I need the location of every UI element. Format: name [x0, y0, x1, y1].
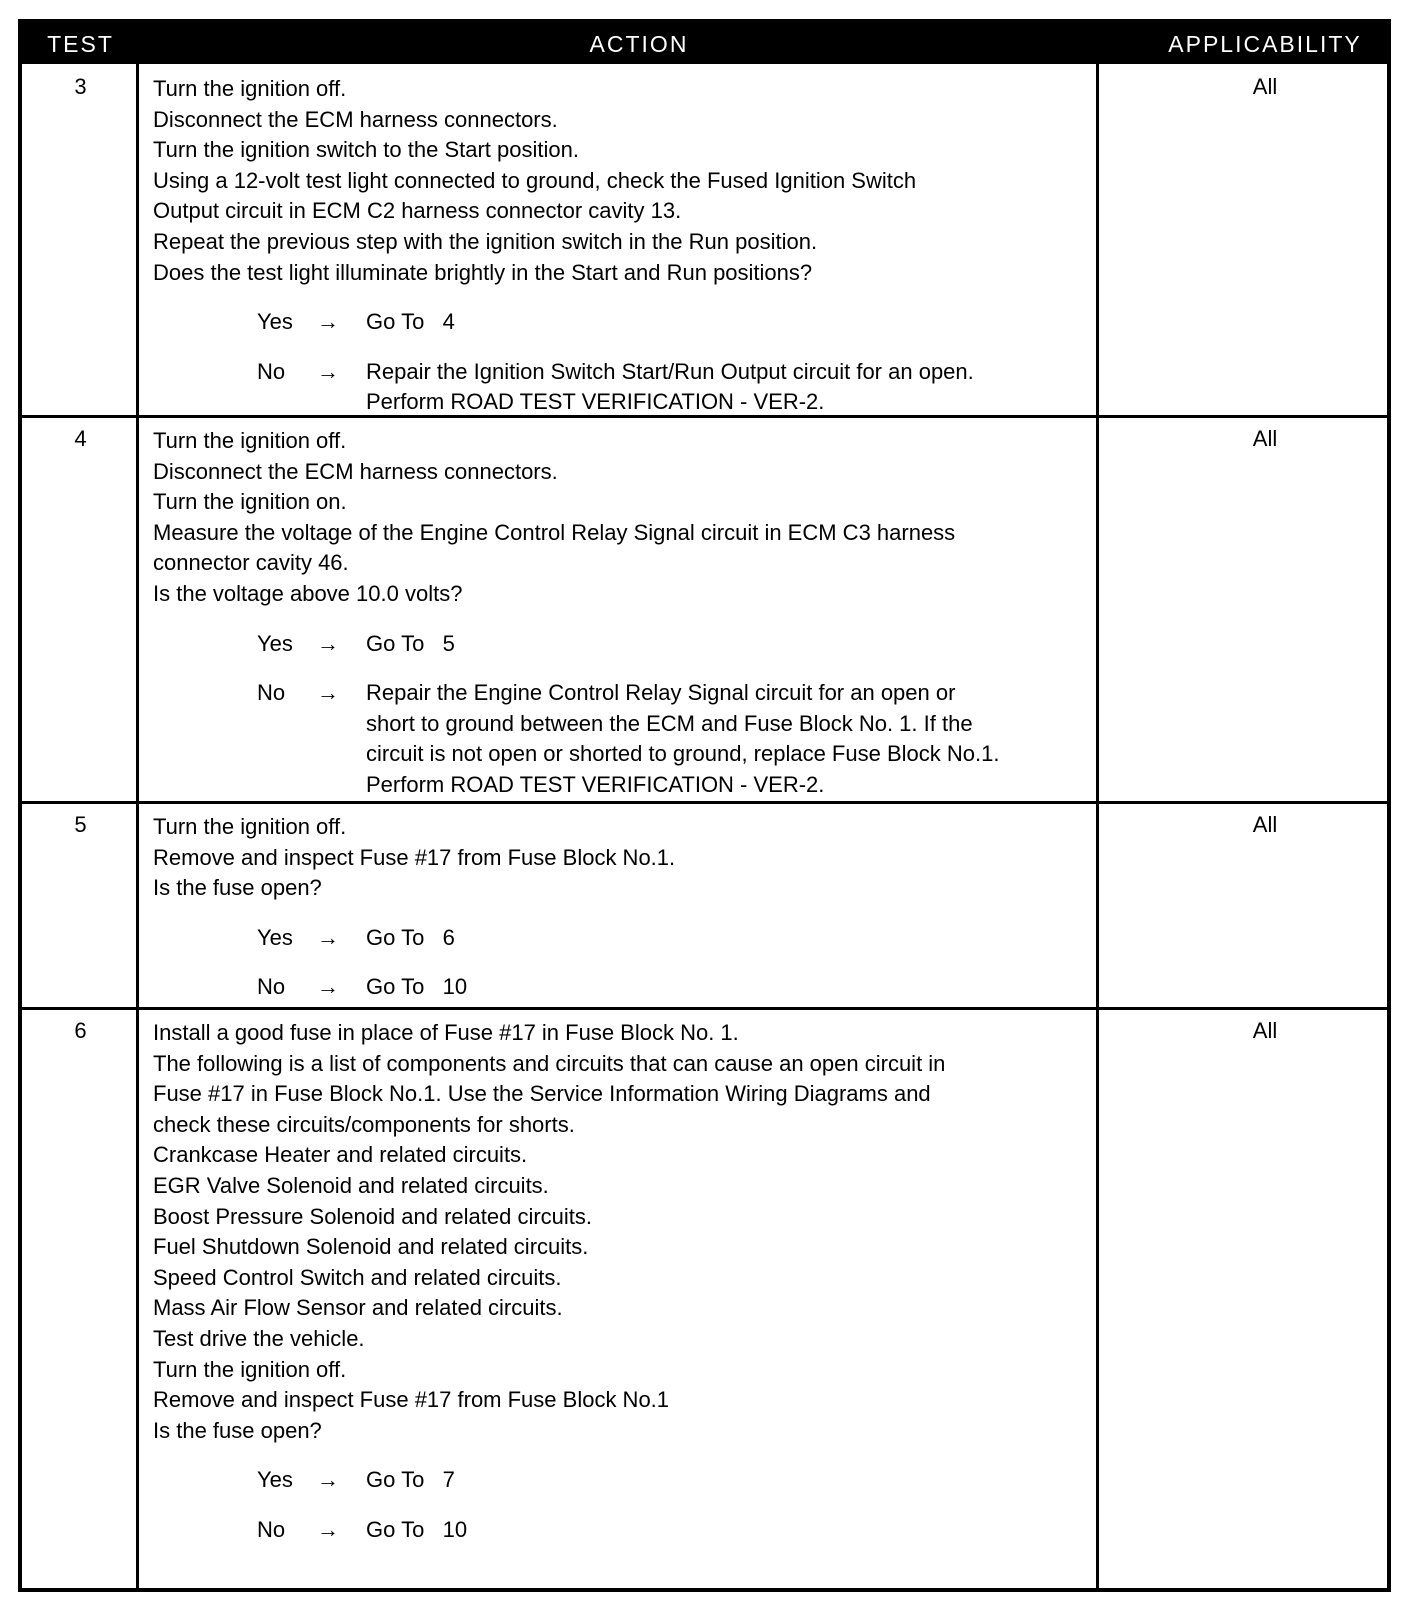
- action-step: Using a 12-volt test light connected to ground, check the Fused Ignition Switch: [153, 167, 917, 193]
- test-number: 5: [74, 812, 87, 837]
- action-step: Speed Control Switch and related circuits.: [153, 1264, 562, 1290]
- result-line: Repair the Ignition Switch Start/Run Output circuit for an open.: [366, 358, 974, 384]
- result-line: Go To 4: [366, 309, 455, 335]
- no-label: No: [257, 1516, 286, 1542]
- action-step: Test drive the vehicle.: [153, 1325, 365, 1351]
- yes-result: [366, 1465, 1091, 1496]
- action-step: Repeat the previous step with the ignition switch in the Run position.: [153, 228, 818, 254]
- yes-result: [366, 923, 1091, 954]
- table-row: [22, 416, 1387, 802]
- table-row: [22, 64, 1387, 416]
- yes-answer: [153, 923, 1091, 954]
- action-step: Is the fuse open?: [153, 875, 322, 901]
- applicability-value: All: [1252, 812, 1278, 837]
- no-answer: [153, 678, 1091, 800]
- action-step: Is the voltage above 10.0 volts?: [153, 580, 463, 606]
- result-line: Go To 5: [366, 630, 455, 656]
- yes-label: Yes: [257, 309, 293, 335]
- action-step: Crankcase Heater and related circuits.: [153, 1142, 528, 1168]
- no-label: No: [257, 358, 286, 384]
- no-label: No: [257, 974, 286, 1000]
- action-step: Mass Air Flow Sensor and related circuits.: [153, 1295, 563, 1321]
- action-step: Turn the ignition off.: [153, 428, 347, 453]
- table-row: [22, 802, 1387, 1008]
- table-row: [22, 1008, 1387, 1592]
- test-number: 3: [74, 74, 87, 99]
- action-cell: [153, 74, 1091, 418]
- right-arrow-icon: →: [317, 309, 339, 335]
- result-line: short to ground between the ECM and Fuse Block No. 1. If the: [366, 710, 973, 736]
- no-result: [366, 678, 1091, 800]
- right-arrow-icon: →: [317, 358, 339, 384]
- yes-answer: [153, 307, 1091, 338]
- result-line: Go To 10: [366, 1516, 468, 1542]
- no-answer: [153, 357, 1091, 418]
- action-cell: [153, 1018, 1091, 1546]
- no-answer: [153, 972, 1091, 1003]
- action-step: Turn the ignition off.: [153, 814, 347, 839]
- action-step: Turn the ignition on.: [153, 489, 347, 515]
- yes-label: Yes: [257, 1467, 293, 1493]
- result-line: Go To 7: [366, 1467, 455, 1493]
- action-step: Remove and inspect Fuse #17 from Fuse Block No.1: [153, 1387, 670, 1413]
- result-line: Perform ROAD TEST VERIFICATION - VER-2.: [366, 389, 825, 415]
- action-cell: [153, 426, 1091, 801]
- yes-label: Yes: [257, 630, 293, 656]
- no-result: [366, 1515, 1091, 1546]
- yes-answer: [153, 1465, 1091, 1496]
- right-arrow-icon: →: [317, 630, 339, 656]
- action-step: Output circuit in ECM C2 harness connector cavity 13.: [153, 198, 682, 224]
- action-step: Boost Pressure Solenoid and related circuits.: [153, 1203, 593, 1229]
- no-result: [366, 357, 1091, 418]
- header-applicability: APPLICABILITY: [1168, 31, 1362, 57]
- header-action: ACTION: [589, 31, 689, 57]
- right-arrow-icon: →: [317, 924, 339, 950]
- no-result: [366, 972, 1091, 1003]
- no-answer: [153, 1515, 1091, 1546]
- yes-result: [366, 307, 1091, 338]
- right-arrow-icon: →: [317, 680, 339, 706]
- action-step: check these circuits/components for shorts.: [153, 1111, 575, 1137]
- result-line: Go To 10: [366, 974, 468, 1000]
- action-step: Turn the ignition off.: [153, 1356, 347, 1382]
- action-step: Does the test light illuminate brightly in the Start and Run positions?: [153, 259, 813, 285]
- action-step: Remove and inspect Fuse #17 from Fuse Block No.1.: [153, 844, 676, 870]
- action-step: The following is a list of components and circuits that can cause an open circuit in: [153, 1050, 946, 1076]
- yes-label: Yes: [257, 924, 293, 950]
- action-step: Measure the voltage of the Engine Control Relay Signal circuit in ECM C3 harness: [153, 519, 956, 545]
- action-step: Turn the ignition off.: [153, 76, 347, 101]
- action-step: Turn the ignition switch to the Start position.: [153, 137, 579, 163]
- action-step: Is the fuse open?: [153, 1417, 322, 1443]
- action-step: EGR Valve Solenoid and related circuits.: [153, 1172, 549, 1198]
- diagnostic-table: [18, 19, 1391, 1592]
- result-line: Go To 6: [366, 924, 455, 950]
- test-number: 6: [74, 1018, 87, 1043]
- result-line: Repair the Engine Control Relay Signal circuit for an open or: [366, 680, 956, 706]
- action-step: Fuel Shutdown Solenoid and related circuits.: [153, 1234, 589, 1260]
- table-header: [22, 23, 1387, 64]
- action-cell: [153, 812, 1091, 1003]
- test-number: 4: [74, 426, 87, 451]
- action-step: Disconnect the ECM harness connectors.: [153, 106, 558, 132]
- result-line: circuit is not open or shorted to ground, replace Fuse Block No.1.: [366, 741, 1000, 767]
- no-label: No: [257, 680, 286, 706]
- applicability-value: All: [1252, 1018, 1278, 1043]
- yes-result: [366, 629, 1091, 660]
- action-step: Install a good fuse in place of Fuse #17 in Fuse Block No. 1.: [153, 1020, 739, 1045]
- result-line: Perform ROAD TEST VERIFICATION - VER-2.: [366, 771, 825, 797]
- right-arrow-icon: →: [317, 974, 339, 1000]
- right-arrow-icon: →: [317, 1516, 339, 1542]
- applicability-value: All: [1252, 74, 1278, 99]
- yes-answer: [153, 629, 1091, 660]
- action-step: Disconnect the ECM harness connectors.: [153, 458, 558, 484]
- action-step: connector cavity 46.: [153, 550, 349, 576]
- right-arrow-icon: →: [317, 1467, 339, 1493]
- header-test: TEST: [47, 31, 114, 57]
- applicability-value: All: [1252, 426, 1278, 451]
- action-step: Fuse #17 in Fuse Block No.1. Use the Service Information Wiring Diagrams and: [153, 1081, 931, 1107]
